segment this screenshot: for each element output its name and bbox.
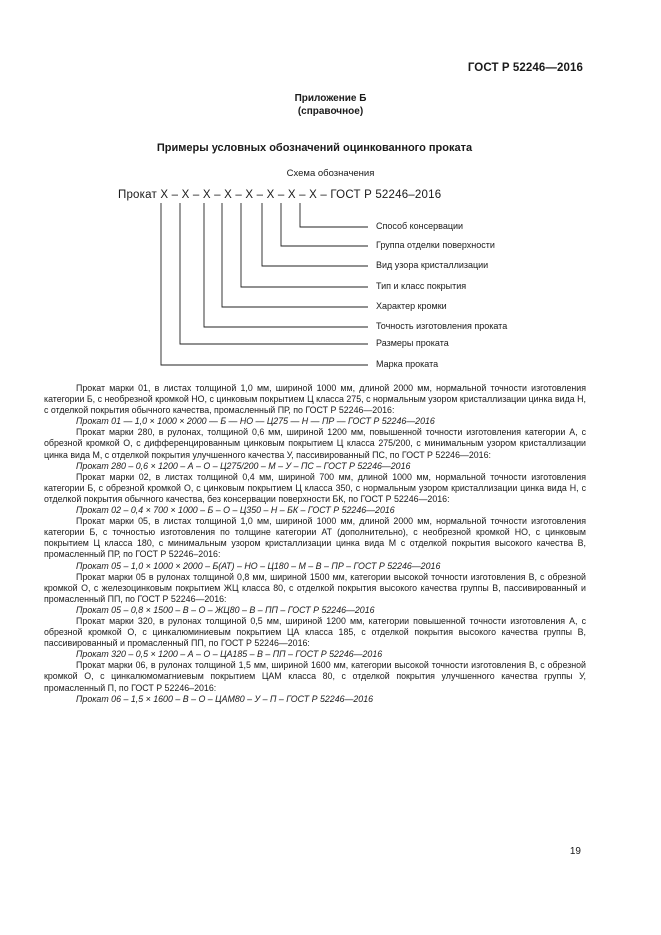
scheme-title: Схема обозначения — [286, 168, 375, 179]
example-designation: Прокат 05 – 0,8 × 1500 – В – О – ЖЦ80 – В – ПП – ГОСТ Р 52246—2016 — [76, 604, 375, 615]
paragraph: Прокат марки 06, в рулонах толщиной 1,5 мм, шириной 1600 мм, категории высокой точности изготовления В, с обрезной кромкой О, с цинкалюмомагниевым покрытием ЦАМ класса 80, с отделкой покрытия улучшенного качества группы У, промасленный П, по ГОСТ Р 52246–2016: — [44, 660, 586, 693]
connector-edge — [222, 203, 368, 307]
connector-coating-type — [241, 203, 368, 287]
section-title: Примеры условных обозначений оцинкованного проката — [156, 142, 473, 154]
example-designation: Прокат 01 — 1,0 × 1000 × 2000 — Б — НО — Ц275 — Н — ПР — ГОСТ Р 52246—2016 — [76, 416, 435, 427]
connector-crystal-pattern — [262, 203, 368, 266]
example-designation: Прокат 320 – 0,5 × 1200 – А – О – ЦА185 – В – ПП – ГОСТ Р 52246—2016 — [76, 649, 383, 660]
connector-dimensions — [180, 203, 368, 344]
paragraph: Прокат марки 02, в листах толщиной 0,4 мм, шириной 700 мм, длиной 1000 мм, нормальной точности изготовления категории Б, с обрезной кромкой О, с цинковым покрытием Ц класса 350, с нормальным узором кристаллизации цинка вида Н, с отделкой покрытия обычного качества, без консервации поверхности БК, по ГОСТ Р 52246—2016: — [44, 471, 586, 504]
paragraph: Прокат марки 05, в листах толщиной 1,0 мм, шириной 1000 мм, длиной 2000 мм, нормальной точности изготовления категории Б, с точностью изготовления по толщине категории АТ (дополнительно), с необрезной кромкой НО, с цинковым покрытием Ц класса 180, с минимальным узором кристаллизации цинка вида М с отделкой покрытия высокого качества В, промасленный ПР, по ГОСТ Р 52246–2016: — [44, 516, 586, 560]
body-text — [44, 383, 586, 705]
paragraph: Прокат марки 280, в рулонах, толщиной 0,6 мм, шириной 1200 мм, повышенной точности изготовления категории А, с обрезной кромкой О, с дифференцированным цинковым покрытием Ц класса 275/200, с минимальным узором кристаллизации цинка вида М, с отделкой покрытия улучшенного качества У, пассивированный ПС, по ГОСТ Р 52246—2016: — [44, 427, 586, 460]
diagram-label-dimensions: Размеры проката — [376, 338, 449, 348]
diagram-label-grade: Марка проката — [376, 359, 439, 369]
page-number: 19 — [569, 846, 581, 857]
scheme-designation: Прокат Х – Х – Х – Х – Х – Х – Х – Х – ГОСТ Р 52246–2016 — [118, 189, 442, 201]
diagram-label-crystal-pattern: Вид узора кристаллизации — [376, 260, 489, 270]
connector-accuracy — [204, 203, 368, 327]
paragraph: Прокат марки 05 в рулонах толщиной 0,8 мм, шириной 1500 мм, категории высокой точности изготовления В, с обрезной кромкой О, с железоцинковым покрытием ЖЦ класса 80, с отделкой покрытия высокого качества группы В, пассивированный и промасленный ПП, по ГОСТ Р 52246—2016: — [44, 571, 586, 604]
diagram-label-coating-type: Тип и класс покрытия — [376, 281, 467, 291]
example-designation: Прокат 06 – 1,5 × 1600 – В – О – ЦАМ80 – У – П – ГОСТ Р 52246—2016 — [76, 693, 374, 704]
appendix-title: Приложение Б — [294, 93, 367, 104]
connector-preservation — [300, 203, 368, 227]
doc-code: ГОСТ Р 52246—2016 — [467, 62, 583, 74]
paragraph: Прокат марки 320, в рулонах толщиной 0,5 мм, шириной 1200 мм, категории повышенной точности изготовления А, с обрезной кромкой О, с цинкалюминиевым покрытием ЦА класса 185, с отделкой покрытия высокого качества группы В, пассивированный и промасленный ПП, по ГОСТ Р 52246—2016: — [44, 615, 586, 649]
paragraph: Прокат марки 01, в листах толщиной 1,0 мм, шириной 1000 мм, длиной 2000 мм, нормальной точности изготовления категории Б, с необрезной кромкой НО, с цинковым покрытием Ц класса 275, с нормальным узором кристаллизации цинка вида Н, с отделкой покрытия обычного качества, промасленный ПР, по ГОСТ Р 52246—2016: — [44, 383, 586, 416]
appendix-subtitle: (справочное) — [297, 106, 364, 117]
diagram-label-surface-finish: Группа отделки поверхности — [376, 240, 495, 250]
example-designation: Прокат 02 – 0,4 × 700 × 1000 – Б – О – Ц350 – Н – БК – ГОСТ Р 52246—2016 — [76, 505, 395, 516]
connector-surface-finish — [281, 203, 368, 246]
diagram-label-preservation: Способ консервации — [376, 221, 464, 231]
example-designation: Прокат 280 – 0,6 × 1200 – А – О – Ц275/200 – М – У – ПС – ГОСТ Р 52246—2016 — [76, 460, 411, 471]
diagram-label-accuracy: Точность изготовления проката — [376, 321, 508, 331]
diagram-label-edge: Характер кромки — [376, 301, 447, 311]
example-designation: Прокат 05 – 1,0 × 1000 × 2000 – Б(АТ) – НО – Ц180 – М – В – ПР – ГОСТ Р 52246—2016 — [76, 560, 441, 571]
